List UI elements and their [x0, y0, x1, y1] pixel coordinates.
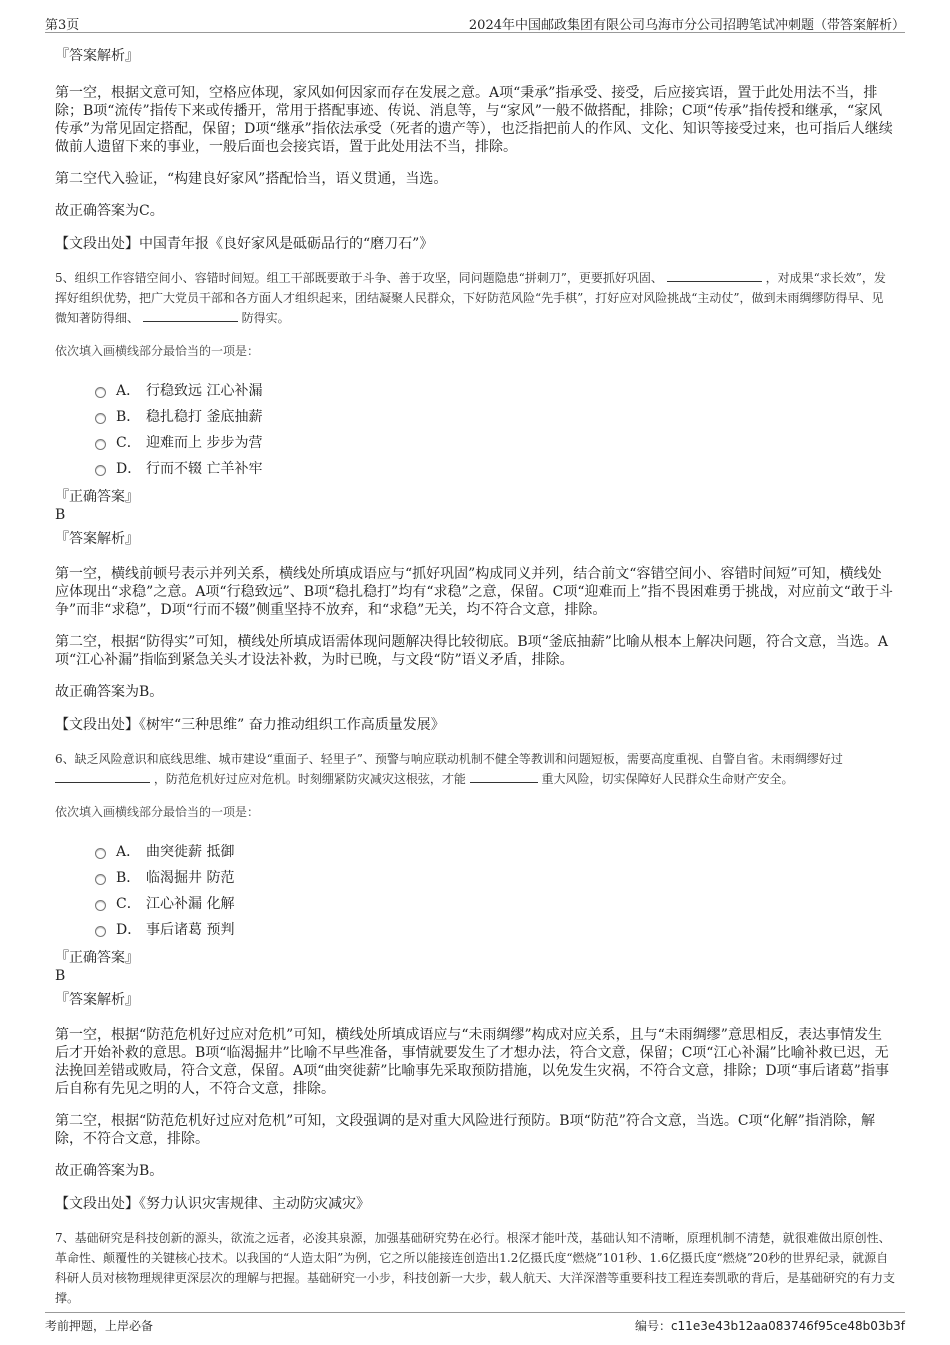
- option-c[interactable]: C． 迎难而上 步步为营: [95, 429, 895, 455]
- analysis-label: 『答案解析』: [55, 48, 139, 64]
- option-d[interactable]: D． 行而不辍 亡羊补牢: [95, 455, 895, 481]
- question-prompt: 依次填入画横线部分最恰当的一项是：: [55, 344, 260, 358]
- source-citation: 【文段出处】《努力认识灾害规律、主动防灾减灾》: [55, 1196, 370, 1212]
- fill-blank: [55, 770, 150, 783]
- option-a[interactable]: A． 行稳致远 江心补漏: [95, 377, 895, 403]
- question-text: ，防范危机好过应对危机。时刻绷紧防灾减灾这根弦，才能: [153, 772, 466, 786]
- source-citation: 【文段出处】中国青年报《良好家风是砥砺品行的“磨刀石”》: [55, 236, 434, 252]
- analysis-label: 『答案解析』: [55, 992, 139, 1008]
- fill-blank: [143, 309, 238, 322]
- radio-icon[interactable]: [95, 413, 106, 424]
- fill-blank: [470, 770, 538, 783]
- question-5-stem: [55, 268, 895, 328]
- document-content: [55, 40, 895, 1316]
- radio-icon[interactable]: [95, 900, 106, 911]
- analysis-label: 『答案解析』: [55, 531, 139, 547]
- analysis-conclusion: 故正确答案为B。: [55, 1163, 164, 1179]
- question-text: 重大风险，切实保障好人民群众生命财产安全。: [541, 772, 794, 786]
- analysis-conclusion: 故正确答案为B。: [55, 684, 164, 700]
- analysis-paragraph: 第二空，根据“防范危机好过应对危机”可知，文段强调的是对重大风险进行预防。B项“防范”符合文意，当选。C项“化解”指消除，解除，不符合文意，排除。: [55, 1113, 875, 1147]
- source-citation: 【文段出处】《树牢“三种思维” 奋力推动组织工作高质量发展》: [55, 717, 445, 733]
- option-d[interactable]: D． 事后诸葛 预判: [95, 916, 895, 942]
- radio-icon[interactable]: [95, 387, 106, 398]
- analysis-paragraph: 第一空，横线前顿号表示并列关系，横线处所填成语应与“抓好巩固”构成同义并列，结合前文“容错空间小、容错时间短”可知，横线处应体现出“求稳”之意。A项“行稳致远”、B项“稳扎稳打”均有“求稳”之意，保留。C项“迎难而上”指不畏困难勇于挑战，对应前文“敢于斗争”而非“求稳”，D项“行而不辍”侧重坚持不放弃，和“求稳”无关，均不符合文意，排除。: [55, 566, 893, 618]
- question-7-stem: 7、基础研究是科技创新的源头，欲流之远者，必浚其泉源，加强基础研究势在必行。根深才能叶茂，基础认知不清晰，原理机制不清楚，就很难做出原创性、革命性、颠覆性的关键核心技术。以我国的“人造太阳”为例，它之所以能接连创造出1.2亿摄氏度“燃烧”101秒、1.6亿摄氏度“燃烧”20秒的世界纪录，就源自科研人员对核物理规律更深层次的理解与把握。基础研究一小步，科技创新一大步，载人航天、大洋深潜等重要科技工程连奏凯歌的背后，是基础研究的有力支撑。: [55, 1231, 896, 1305]
- page-footer: [45, 1312, 905, 1335]
- option-a[interactable]: A． 曲突徙薪 抵御: [95, 838, 895, 864]
- question-text: 6、缺乏风险意识和底线思维、城市建设“重面子、轻里子”、预警与响应联动机制不健全等教训和问题短板，需要高度重视、自警自省。未雨绸缪好过: [55, 752, 843, 766]
- option-b[interactable]: B． 临渴掘井 防范: [95, 864, 895, 890]
- analysis-paragraph: 第一空，根据“防范危机好过应对危机”可知，横线处所填成语应与“未雨绸缪”构成对应关系，且与“未雨绸缪”意思相反，表达事情发生后才开始补救的意思。B项“临渴掘井”比喻不早些准备，事情就要发生了才想办法，符合文意，保留；C项“江心补漏”比喻补救已迟，无法挽回差错或败局，符合文意，保留。A项“曲突徙薪”比喻事先采取预防措施，以免发生灾祸，不符合文意，排除；D项“事后诸葛”指事后自称有先见之明的人，不符合文意，排除。: [55, 1027, 889, 1097]
- analysis-paragraph: 第二空，根据“防得实”可知，横线处所填成语需体现问题解决得比较彻底。B项“釜底抽薪”比喻从根本上解决问题，符合文意，当选。A项“江心补漏”指临到紧急关头才设法补救，为时已晚，与文段“防”语义矛盾，排除。: [55, 634, 889, 668]
- radio-icon[interactable]: [95, 926, 106, 937]
- analysis-paragraph: 第二空代入验证，“构建良好家风”搭配恰当，语义贯通，当选。: [55, 171, 448, 187]
- document-title: 2024年中国邮政集团有限公司乌海市分公司招聘笔试冲刺题（带答案解析）: [468, 18, 905, 33]
- radio-icon[interactable]: [95, 874, 106, 885]
- analysis-conclusion: 故正确答案为C。: [55, 203, 164, 219]
- radio-icon[interactable]: [95, 439, 106, 450]
- page-number: 第3页: [45, 18, 80, 33]
- footer-slogan: 考前押题，上岸必备: [45, 1319, 154, 1333]
- correct-answer-label: 『正确答案』: [55, 950, 139, 966]
- question-text: 防得实。: [241, 311, 290, 325]
- question-text: 5、组织工作容错空间小、容错时间短。组工干部既要敢于斗争、善于攻坚，同问题隐患“拼刺刀”，更要抓好巩固、: [55, 271, 663, 285]
- fill-blank: [667, 269, 762, 282]
- option-b[interactable]: B． 稳扎稳打 釜底抽薪: [95, 403, 895, 429]
- page-header: [45, 10, 905, 33]
- radio-icon[interactable]: [95, 848, 106, 859]
- correct-answer: B: [55, 968, 66, 984]
- question-text: ，对成果“求长效”，发挥好组织优势，把广大党员干部和各方面人才组织起来，团结凝聚人民群众，下好防范风险“先手棋”，打好应对风险挑战“主动仗”，做到未雨绸缪防得早、见微知著防得细、: [55, 271, 886, 325]
- option-c[interactable]: C． 江心补漏 化解: [95, 890, 895, 916]
- correct-answer-label: 『正确答案』: [55, 489, 139, 505]
- options-list: [95, 838, 895, 942]
- radio-icon[interactable]: [95, 465, 106, 476]
- analysis-paragraph: 第一空，根据文意可知，空格应体现，家风如何因家而存在发展之意。A项“秉承”指承受、接受，后应接宾语，置于此处用法不当，排除；B项“流传”指传下来或传播开，常用于搭配事迹、传说、消息等，与“家风”一般不做搭配，排除；C项“传承”指传授和继承，“家风传承”为常见固定搭配，保留；D项“继承”指依法承受（死者的遗产等），也泛指把前人的作风、文化、知识等接受过来，也可指后人继续做前人遗留下来的事业，一般后面也会接宾语，置于此处用法不当，排除。: [55, 85, 893, 155]
- correct-answer: B: [55, 507, 66, 523]
- options-list: [95, 377, 895, 481]
- question-prompt: 依次填入画横线部分最恰当的一项是：: [55, 805, 260, 819]
- question-6-stem: [55, 749, 895, 789]
- document-code: 编号：c11e3e43b12aa083746f95ce48b03b3f: [634, 1319, 905, 1333]
